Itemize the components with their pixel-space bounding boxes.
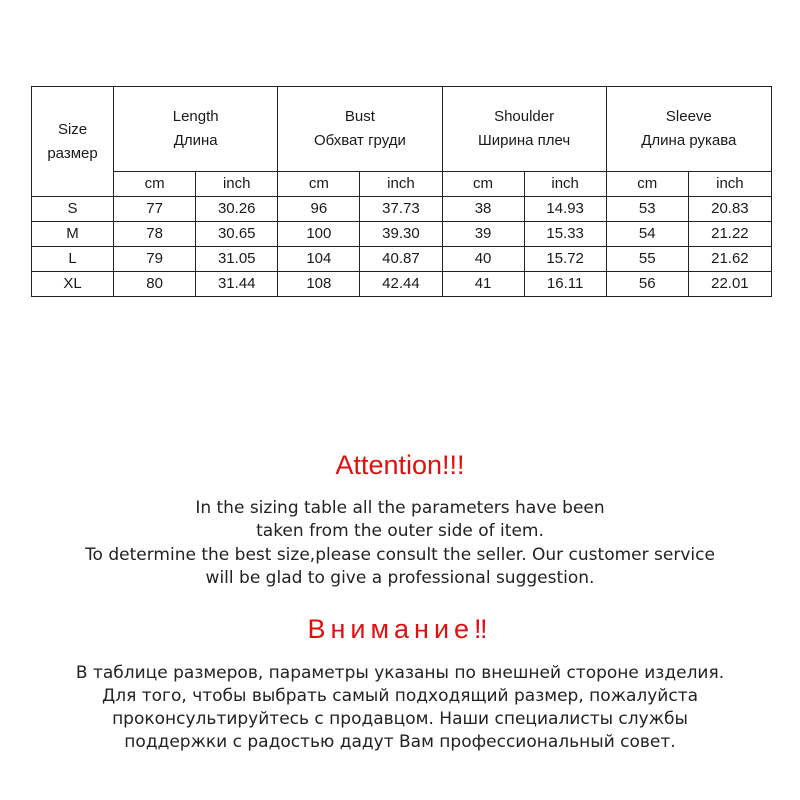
size-header-ru: размер	[47, 144, 98, 162]
note-ru	[0, 662, 800, 754]
size-header-en: Size	[57, 120, 88, 138]
note-line: To determine the best size,please consult the seller. Our customer service	[85, 545, 715, 565]
table-cell: 40	[442, 247, 524, 272]
length-header-cell	[114, 87, 278, 172]
shoulder-header-cell	[442, 87, 606, 172]
length-header-ru: Длина	[173, 132, 218, 149]
length-header-en: Length	[172, 108, 219, 125]
note-line: In the sizing table all the parameters have been	[195, 498, 605, 518]
unit-cell: cm	[278, 172, 360, 197]
unit-cell: cm	[442, 172, 524, 197]
table-cell: 108	[278, 272, 360, 297]
table-cell: 15.72	[524, 247, 606, 272]
header-row	[32, 87, 772, 172]
shoulder-header-ru: Ширина плеч	[478, 132, 571, 149]
sleeve-header-cell	[606, 87, 771, 172]
size-cell: S	[32, 197, 114, 222]
note-line: В таблице размеров, параметры указаны по внешней стороне изделия.	[75, 663, 725, 683]
size-cell: M	[32, 222, 114, 247]
table-cell: 14.93	[524, 197, 606, 222]
table-cell: 37.73	[360, 197, 442, 222]
table-cell: 22.01	[688, 272, 771, 297]
bust-header-en: Bust	[344, 108, 375, 125]
sleeve-header-ru: Длина рукава	[641, 132, 737, 149]
size-chart-table	[31, 86, 772, 297]
note-line: поддержки с радостью дадут Вам профессиональный совет.	[124, 732, 676, 752]
table-cell: 80	[114, 272, 196, 297]
table-cell: 21.62	[688, 247, 771, 272]
note-line: Для того, чтобы выбрать самый подходящий размер, пожалуйста	[101, 686, 699, 706]
table-cell: 20.83	[688, 197, 771, 222]
size-header-cell	[32, 87, 114, 197]
unit-cell: inch	[688, 172, 771, 197]
table-cell: 41	[442, 272, 524, 297]
attention-heading: Attention!!!	[335, 450, 465, 480]
unit-cell: inch	[360, 172, 442, 197]
table-cell: 39	[442, 222, 524, 247]
size-cell: L	[32, 247, 114, 272]
table-cell: 55	[606, 247, 688, 272]
table-row	[32, 247, 772, 272]
bust-header-cell	[278, 87, 442, 172]
table-row	[32, 197, 772, 222]
table-cell: 78	[114, 222, 196, 247]
shoulder-header-en: Shoulder	[494, 108, 555, 125]
table-cell: 31.44	[196, 272, 278, 297]
vnimanie-heading: Внимание‼	[307, 614, 493, 644]
note-line: taken from the outer side of item.	[256, 521, 544, 541]
table-cell: 31.05	[196, 247, 278, 272]
table-cell: 100	[278, 222, 360, 247]
table-cell: 40.87	[360, 247, 442, 272]
size-cell: XL	[32, 272, 114, 297]
table-row	[32, 272, 772, 297]
table-cell: 79	[114, 247, 196, 272]
table-cell: 39.30	[360, 222, 442, 247]
table-cell: 30.26	[196, 197, 278, 222]
table-cell: 21.22	[688, 222, 771, 247]
table-row	[32, 222, 772, 247]
unit-cell: cm	[114, 172, 196, 197]
table-cell: 96	[278, 197, 360, 222]
consult-note-en	[0, 544, 800, 590]
unit-row	[32, 172, 772, 197]
table-cell: 42.44	[360, 272, 442, 297]
table-cell: 56	[606, 272, 688, 297]
note-line: проконсультируйтесь с продавцом. Наши специалисты службы	[112, 709, 688, 729]
table-cell: 53	[606, 197, 688, 222]
table-cell: 16.11	[524, 272, 606, 297]
table-cell: 54	[606, 222, 688, 247]
table-cell: 15.33	[524, 222, 606, 247]
table-cell: 77	[114, 197, 196, 222]
sizing-note-en	[0, 497, 800, 543]
unit-cell: cm	[606, 172, 688, 197]
unit-cell: inch	[196, 172, 278, 197]
unit-cell: inch	[524, 172, 606, 197]
table-cell: 104	[278, 247, 360, 272]
table-cell: 38	[442, 197, 524, 222]
note-line: will be glad to give a professional suggestion.	[205, 568, 595, 588]
sleeve-header-en: Sleeve	[665, 108, 712, 125]
bust-header-ru: Обхват груди	[313, 132, 406, 149]
table-cell: 30.65	[196, 222, 278, 247]
